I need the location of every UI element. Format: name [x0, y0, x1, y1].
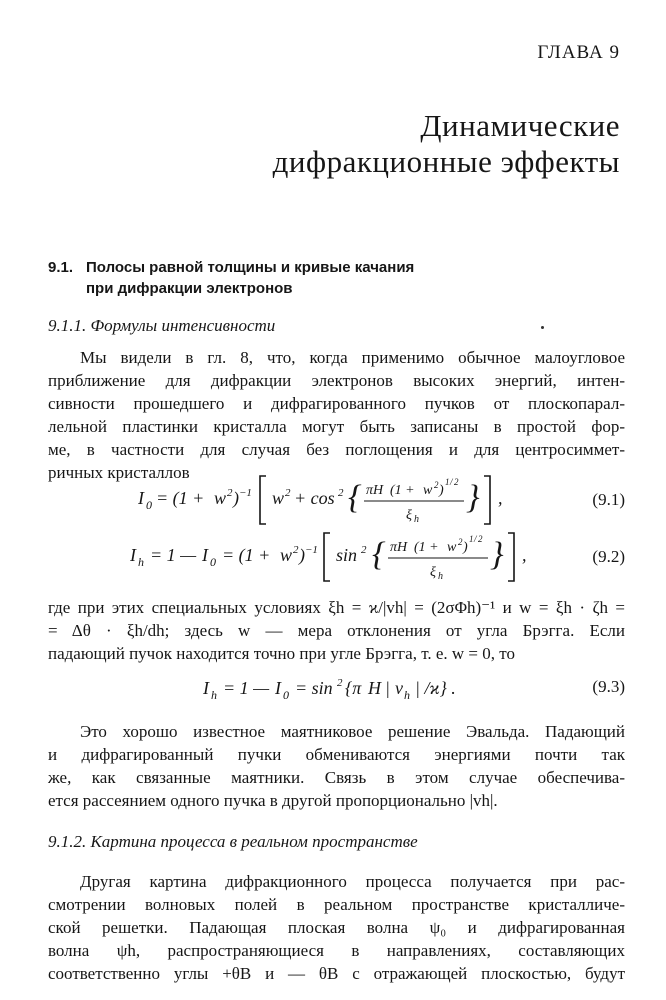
paragraph-line: приближение для дифракции электронов высоких энергий, интен-	[48, 371, 625, 390]
paragraph-line: Другая картина дифракционного процесса получается при рас-	[80, 872, 625, 891]
svg-text:}: }	[490, 536, 504, 573]
svg-text:w: w	[272, 488, 285, 508]
svg-text:w: w	[214, 488, 227, 508]
svg-text:h: h	[414, 514, 419, 525]
svg-text:2: 2	[293, 544, 299, 556]
svg-text:2: 2	[338, 487, 344, 499]
paragraph-line: соответственно углы +θB и — θB с отражающей плоскостью, будут	[48, 964, 625, 983]
svg-text:2: 2	[478, 534, 483, 544]
chapter-title-line-2: дифракционные эффекты	[272, 144, 620, 179]
paragraph-line: же, как связанные маятники. Связь в этом случае обеспечива-	[48, 768, 625, 787]
svg-text:2: 2	[434, 480, 439, 490]
section-number: 9.1.	[48, 259, 74, 276]
equation-number-9-2: (9.2)	[592, 547, 625, 566]
equation-9-3	[48, 672, 625, 702]
svg-text:2: 2	[454, 477, 459, 487]
section-title-line-2: при дифракции электронов	[86, 280, 293, 297]
svg-text:ξ: ξ	[406, 508, 412, 523]
paragraph-line: = Δθ · ξh/dh; здесь w — мера отклонения от угла Брэгга. Если	[48, 621, 625, 640]
svg-text:ξ: ξ	[430, 565, 436, 580]
paragraph-line: где при этих специальных условиях ξh = ϰ/|vh| = (2σΦh)⁻¹ и w = ξh · ζh =	[48, 598, 625, 617]
svg-text:I: I	[203, 678, 209, 698]
chapter-title-line-1: Динамические	[420, 108, 620, 143]
svg-text:(1 +: (1 +	[390, 483, 415, 498]
svg-text:h: h	[138, 555, 144, 569]
svg-text:1: 1	[445, 477, 450, 487]
equation-number-9-3: (9.3)	[592, 677, 625, 696]
svg-text:w: w	[423, 483, 433, 498]
subsection-heading-2: 9.1.2. Картина процесса в реальном пространстве	[48, 832, 418, 851]
svg-text:{: {	[348, 479, 362, 516]
svg-text:= 1 —: = 1 —	[223, 678, 270, 698]
svg-text:2: 2	[337, 677, 343, 689]
paragraph-3	[48, 720, 625, 812]
svg-text:): )	[439, 483, 444, 498]
chapter-label: ГЛАВА 9	[537, 42, 620, 63]
svg-text:πH: πH	[390, 540, 408, 555]
svg-text:}: }	[466, 479, 480, 516]
svg-text:sin: sin	[336, 545, 358, 565]
svg-text:H: H	[368, 678, 381, 698]
equation-9-1-formula	[138, 468, 568, 530]
paragraph-1	[48, 346, 625, 484]
svg-text:v: v	[395, 678, 403, 698]
paragraph-2	[48, 596, 625, 665]
svg-text:): )	[299, 545, 305, 565]
svg-text:(1 +: (1 +	[414, 540, 439, 555]
svg-text:): )	[463, 540, 468, 555]
svg-text:= (1 +: = (1 +	[222, 545, 271, 565]
paragraph-line: волна ψh, распространяющиеся в направлениях, составляющих	[48, 941, 625, 960]
paragraph-line: ричных кристаллов	[48, 463, 190, 482]
paragraph-line: Мы видели в гл. 8, что, когда применимо обычное малоугловое	[80, 348, 625, 367]
paragraph-line: ской решетки. Падающая плоская волна ψ₀ и дифрагированная	[48, 918, 625, 937]
svg-text:I: I	[130, 545, 136, 565]
equation-9-1	[48, 468, 625, 530]
paragraph-4	[48, 870, 625, 985]
svg-text:h: h	[211, 688, 217, 702]
equation-9-2-formula	[130, 525, 590, 587]
svg-text:{π: {π	[345, 678, 362, 698]
paragraph-line: Это хорошо известное маятниковое решение Эвальда. Падающий	[80, 722, 625, 741]
paragraph-line: смотрении волновых полей в реальном пространстве кристалличе-	[48, 895, 625, 914]
chapter-title	[60, 108, 620, 180]
svg-text:0: 0	[283, 688, 289, 702]
svg-text:2: 2	[361, 544, 367, 556]
svg-text:,: ,	[498, 488, 503, 508]
svg-text:= sin: = sin	[295, 678, 333, 698]
equation-9-2	[48, 525, 625, 587]
equation-number-9-1: (9.1)	[592, 490, 625, 509]
svg-text:0: 0	[146, 498, 152, 512]
svg-text:I: I	[202, 545, 208, 565]
svg-text:h: h	[404, 688, 410, 702]
svg-text:h: h	[438, 571, 443, 582]
svg-text:= 1 —: = 1 —	[150, 545, 197, 565]
svg-text:= (1 +: = (1 +	[156, 488, 205, 508]
paragraph-line: сивности прошедшего и дифрагированного пучков от плоскопарал-	[48, 394, 625, 413]
paragraph-line: и дифрагированный пучки обмениваются энергиями почти так	[48, 745, 625, 764]
paragraph-line: ме, в частности для случая без поглощения и для центросиммет-	[48, 440, 625, 459]
svg-text:/: /	[450, 477, 453, 487]
svg-text:w: w	[447, 540, 457, 555]
svg-text:/: /	[474, 534, 477, 544]
svg-text:+ cos: + cos	[294, 488, 335, 508]
svg-text:|: |	[385, 678, 390, 698]
svg-text:−1: −1	[239, 487, 252, 499]
svg-text:w: w	[280, 545, 293, 565]
section-heading	[48, 257, 608, 299]
svg-text:I: I	[138, 488, 144, 508]
svg-text:1: 1	[469, 534, 474, 544]
svg-text:−1: −1	[305, 544, 318, 556]
svg-text:| /ϰ} .: | /ϰ} .	[415, 678, 456, 698]
svg-text:,: ,	[522, 545, 527, 565]
paragraph-line: лельной пластинки кристалла могут быть записаны в простой фор-	[48, 417, 625, 436]
svg-text:2: 2	[227, 487, 233, 499]
subsection-heading-1: 9.1.1. Формулы интенсивности	[48, 316, 276, 335]
svg-text:πH: πH	[366, 483, 384, 498]
paragraph-line: ется рассеянием одного пучка в другой пропорционально |vh|.	[48, 791, 498, 810]
print-speck	[541, 326, 544, 329]
equation-9-3-formula	[203, 672, 503, 702]
svg-text:I: I	[275, 678, 281, 698]
svg-text:): )	[233, 488, 239, 508]
paragraph-line: падающий пучок находится точно при угле Брэгга, т. е. w = 0, то	[48, 644, 515, 663]
svg-text:2: 2	[285, 487, 291, 499]
svg-text:2: 2	[458, 537, 463, 547]
svg-text:0: 0	[210, 555, 216, 569]
svg-text:{: {	[372, 536, 386, 573]
section-title-line-1: Полосы равной толщины и кривые качания	[86, 259, 415, 276]
